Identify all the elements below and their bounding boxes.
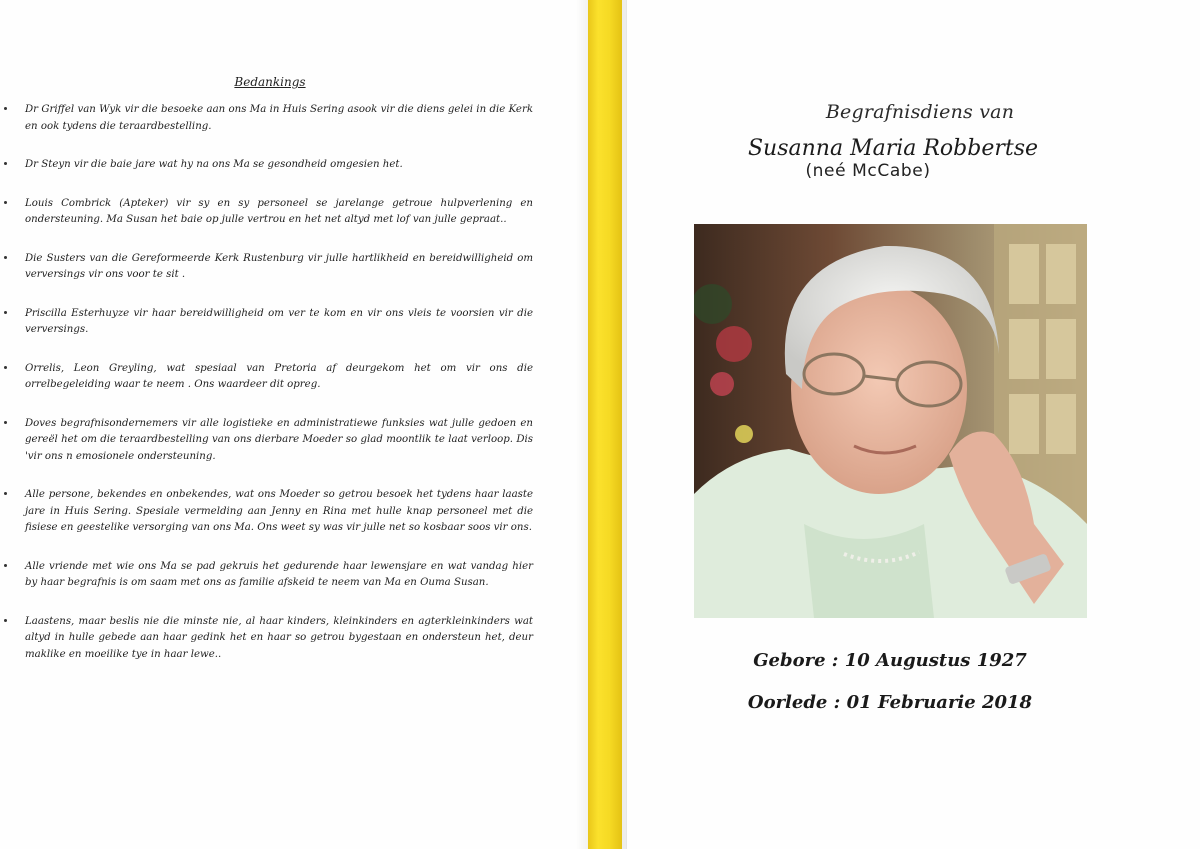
bullet-icon	[4, 492, 7, 495]
acknowledgement-text: Priscilla Esterhuyze vir haar bereidwilligheid om ver te kom en vir ons vleis te voorsien vir die verversings.	[25, 307, 533, 335]
bullet-icon	[4, 421, 7, 424]
bullet-icon	[4, 619, 7, 622]
acknowledgement-item	[0, 361, 560, 394]
acknowledgement-text: Doves begrafnisondernemers vir alle logistieke en administratiewe funksies wat julle gedoen en gereël het om die teraardbestelling van ons dierbare Moeder so glad moontlik te laat verloop. Dis 'vir ons n emosionele ondersteuning.	[25, 417, 533, 462]
acknowledgement-item	[0, 487, 560, 537]
bullet-icon	[4, 564, 7, 567]
acknowledgement-item	[0, 416, 560, 466]
bullet-icon	[4, 107, 7, 110]
left-page	[0, 0, 576, 849]
death-date: Oorlede : 01 Februarie 2018	[747, 692, 1033, 713]
acknowledgement-text: Alle persone, bekendes en onbekendes, wat ons Moeder so getrou besoek het tydens haar laaste jare in Huis Sering. Spesiale vermelding aan Jenny en Rina met hulle knap personeel met die fisiese en geestelike versorging van ons Ma. Ons weet sy was vir julle net so kosbaar soos vir ons.	[25, 489, 533, 533]
acknowledgement-text: Dr Steyn vir die baie jare wat hy na ons Ma se gesondheid omgesien het.	[25, 159, 403, 170]
acknowledgement-text: Orrelis, Leon Greyling, wat spesiaal van Pretoria af deurgekom het om vir ons die orrelbegeleiding waar te neem . Ons waardeer dit opreg.	[25, 362, 533, 390]
page-fold	[576, 0, 588, 849]
birth-date: Gebore : 10 Augustus 1927	[753, 650, 1027, 671]
acknowledgement-text: Alle vriende met wie ons Ma se pad gekruis het gedurende haar lewensjare en wat vandag hier by haar begrafnis is om saam met ons as familie afskeid te neem van Ma en Ouma Susan.	[25, 560, 533, 588]
acknowledgement-item	[0, 306, 560, 339]
acknowledgement-text: Dr Griffel van Wyk vir die besoeke aan ons Ma in Huis Sering asook vir die diens gelei in die Kerk en ook tydens die teraardbestelling.	[25, 104, 533, 132]
bullet-icon	[4, 256, 7, 259]
acknowledgement-item	[0, 102, 560, 135]
service-title: Begrafnisdiens van	[825, 101, 1015, 123]
acknowledgement-item	[0, 614, 560, 664]
acknowledgement-text: Laastens, maar beslis nie die minste nie, al haar kinders, kleinkinders en agterkleinkinders wat altyd in hulle gebede aan haar gedink het en haar so getrou bygestaan en ondersteun het, deur maklike en moeilike tye in haar lewe..	[25, 615, 533, 660]
acknowledgement-item	[0, 251, 560, 284]
acknowledgement-item	[0, 559, 560, 592]
bullet-icon	[4, 311, 7, 314]
acknowledgement-text: Louis Combrick (Apteker) vir sy en sy personeel se jarelange getroue hulpverlening en ondersteuning. Ma Susan het baie op julle vertrou en het net altyd met lof van julle gepraat..	[25, 197, 533, 225]
deceased-name: Susanna Maria Robbertse	[747, 136, 1039, 161]
acknowledgements-list	[0, 102, 560, 663]
bullet-icon	[4, 162, 7, 165]
acknowledgement-text: Die Susters van die Gereformeerde Kerk Rustenburg vir julle hartlikheid en bereidwilligheid om verversings vir ons voor te sit .	[25, 252, 533, 280]
acknowledgement-item	[0, 196, 560, 229]
acknowledgements-heading: Bedankings	[234, 75, 306, 89]
portrait-photo	[694, 224, 1087, 618]
bullet-icon	[4, 366, 7, 369]
maiden-name: (neé McCabe)	[805, 161, 931, 181]
bullet-icon	[4, 201, 7, 204]
yellow-ribbon	[588, 0, 622, 849]
acknowledgement-item	[0, 157, 560, 174]
portrait-illustration	[694, 224, 1087, 618]
